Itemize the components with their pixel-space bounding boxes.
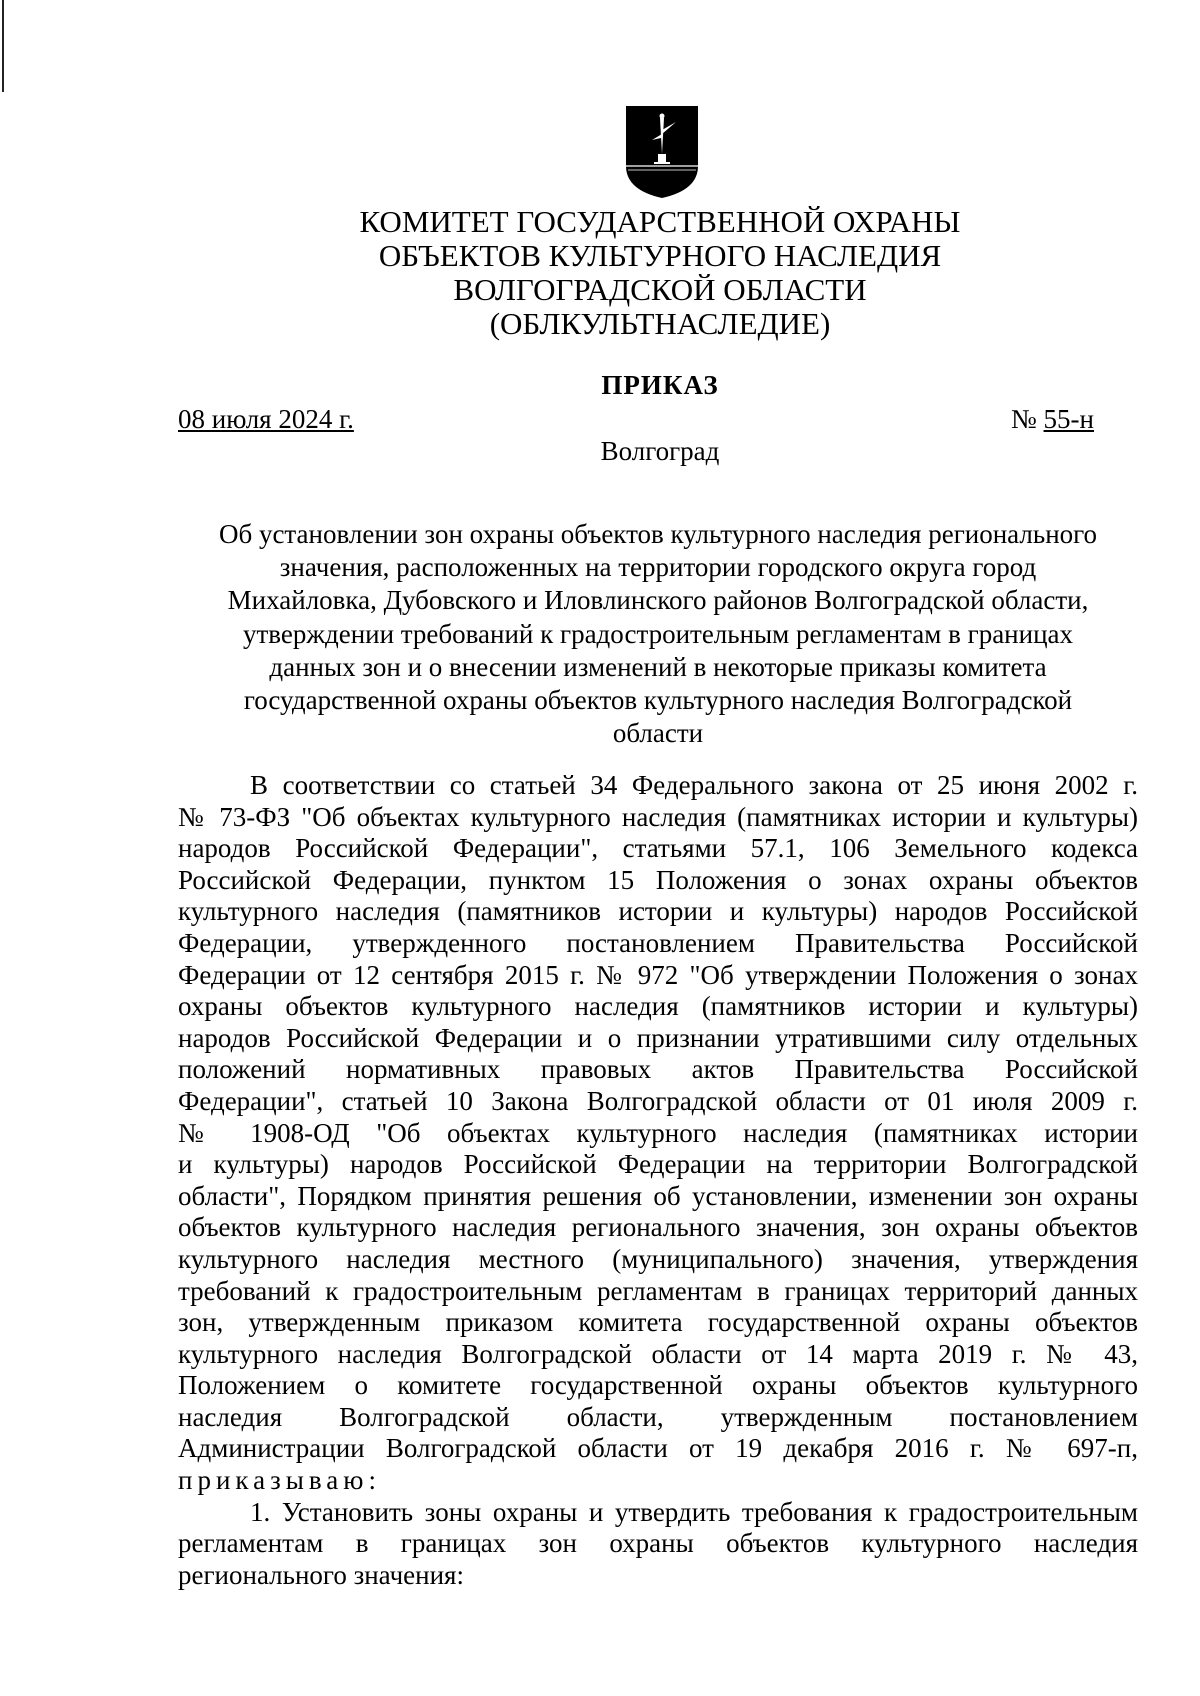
title-line: значения, расположенных на территории городского округа город — [279, 552, 1037, 583]
org-line-4: (ОБЛКУЛЬТНАСЛЕДИЕ) — [489, 306, 831, 341]
body-line: и культуры) народов Российской Федерации на территории Волгоградской — [178, 1149, 1138, 1180]
body-line: культурного наследия местного (муниципального) значения, утверждения — [178, 1243, 1138, 1274]
body-line: народов Российской Федерации и о признании утратившими силу отдельных — [178, 1022, 1138, 1053]
body-line: регламентам в границах зон охраны объектов культурного наследия — [178, 1528, 1138, 1559]
title-line: данных зон и о внесении изменений в некоторые приказы комитета — [269, 651, 1047, 682]
title-line: Михайловка, Дубовского и Иловлинского районов Волгоградской области, — [227, 585, 1089, 616]
document-number — [1011, 404, 1094, 435]
body-line: Положением о комитете государственной охраны объектов культурного — [178, 1370, 1138, 1401]
body-line: Федерации от 12 сентября 2015 г. № 972 "Об утверждении Положения о зонах — [178, 959, 1138, 990]
body-line: № 73-ФЗ "Об объектах культурного наследия (памятниках истории и культуры) — [178, 801, 1138, 832]
body-line: Российской Федерации, пунктом 15 Положения о зонах охраны объектов — [178, 864, 1138, 895]
body-line: Администрации Волгоградской области от 19 декабря 2016 г. № 697-п, — [178, 1433, 1138, 1464]
title-line: области — [612, 718, 704, 749]
body-line: охраны объектов культурного наследия (памятников истории и культуры) — [178, 991, 1138, 1022]
volgograd-coat-of-arms-icon — [624, 104, 700, 200]
body-line: В соответствии со статьей 34 Федерального закона от 25 июня 2002 г. — [250, 770, 1138, 800]
document-title — [178, 518, 1138, 750]
body-line: культурного наследия (памятников истории и культуры) народов Российской — [178, 896, 1138, 927]
body-line: требований к градостроительным регламентам в границах территорий данных — [178, 1275, 1138, 1306]
body-line: № 1908-ОД "Об объектах культурного наследия (памятниках истории — [178, 1117, 1138, 1148]
org-line-1: КОМИТЕТ ГОСУДАРСТВЕННОЙ ОХРАНЫ — [359, 204, 961, 239]
document-body — [178, 770, 1138, 1591]
body-line: регионального значения: — [178, 1559, 464, 1590]
body-line: объектов культурного наследия регионального значения, зон охраны объектов — [178, 1212, 1138, 1243]
body-line: положений нормативных правовых актов Правительства Российской — [178, 1054, 1138, 1085]
document-type: ПРИКАЗ — [601, 370, 719, 400]
body-line-order-word: приказываю: — [178, 1465, 381, 1496]
body-line: народов Российской Федерации", статьями 57.1, 106 Земельного кодекса — [178, 833, 1138, 864]
title-line: государственной охраны объектов культурного наследия Волгоградской — [243, 685, 1073, 716]
org-line-3: ВОЛГОГРАДСКОЙ ОБЛАСТИ — [453, 272, 867, 307]
body-line: области", Порядком принятия решения об установлении, изменении зон охраны — [178, 1180, 1138, 1211]
organization-name — [300, 205, 1020, 341]
body-line: культурного наследия Волгоградской области от 14 марта 2019 г. № 43, — [178, 1338, 1138, 1369]
title-line: утверждении требований к градостроительным регламентам в границах — [242, 618, 1074, 649]
title-line: Об установлении зон охраны объектов культурного наследия регионального — [218, 519, 1098, 549]
body-line: Федерации", статьей 10 Закона Волгоградской области от 01 июля 2009 г. — [178, 1085, 1138, 1116]
org-line-2: ОБЪЕКТОВ КУЛЬТУРНОГО НАСЛЕДИЯ — [378, 238, 942, 273]
scan-edge-mark — [2, 0, 4, 92]
body-line: наследия Волгоградской области, утвержденным постановлением — [178, 1401, 1138, 1432]
document-date: 08 июля 2024 г. — [178, 404, 354, 434]
document-city: Волгоград — [600, 436, 720, 466]
number-prefix: № — [1011, 404, 1044, 434]
number-value: 55-н — [1043, 404, 1094, 434]
body-line: Федерации, утвержденного постановлением Правительства Российской — [178, 927, 1138, 958]
body-line: зон, утвержденным приказом комитета государственной охраны объектов — [178, 1307, 1138, 1338]
body-line: 1. Установить зоны охраны и утвердить требования к градостроительным — [250, 1496, 1138, 1527]
